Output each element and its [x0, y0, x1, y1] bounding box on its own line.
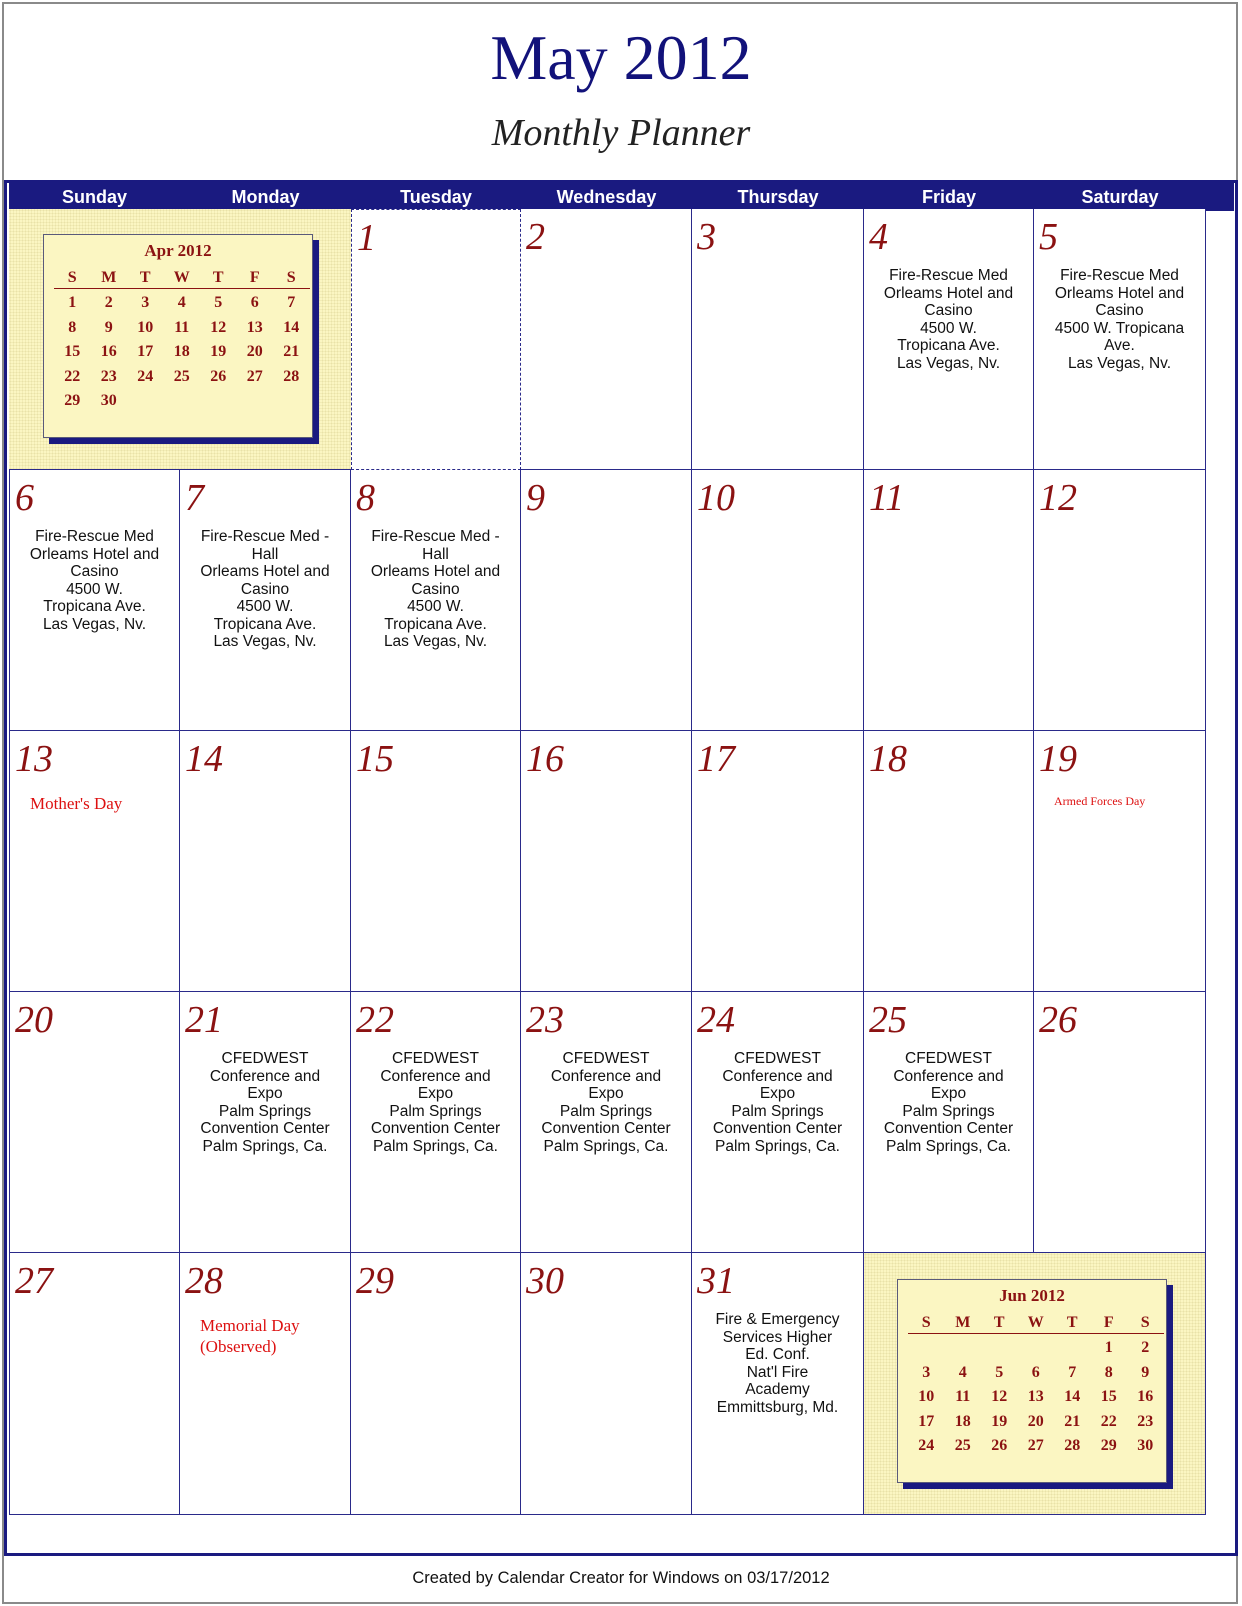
day-cell-7[interactable]: [180, 470, 351, 731]
mini-calendar-title: Apr 2012: [144, 241, 212, 260]
event-line: Las Vegas, Nv.: [383, 633, 488, 650]
day-cell-31[interactable]: [692, 1253, 864, 1515]
event-line: CFEDWEST: [562, 1050, 650, 1067]
day-cell-1[interactable]: [351, 209, 521, 470]
day-number: 4: [869, 216, 888, 258]
mini-date[interactable]: 24: [918, 1437, 935, 1454]
mini-date: [200, 390, 237, 415]
event-line: Las Vegas, Nv.: [213, 633, 317, 650]
mini-date[interactable]: 19: [991, 1412, 1008, 1430]
event-text[interactable]: [866, 267, 1031, 372]
mini-date: [945, 1337, 982, 1362]
event-line: CFEDWEST: [392, 1050, 479, 1067]
event-line: Palm Springs: [389, 1102, 482, 1120]
day-number: 6: [15, 477, 34, 519]
mini-date: [164, 390, 201, 415]
mini-date[interactable]: 1: [68, 294, 77, 311]
day-cell-12[interactable]: [1034, 470, 1206, 731]
event-line: Casino: [70, 563, 119, 580]
mini-weekday-label: S: [67, 269, 77, 286]
mini-date[interactable]: 12: [991, 1388, 1008, 1405]
event-line: Expo: [417, 1085, 454, 1102]
mini-weekday-label: F: [1103, 1314, 1114, 1331]
day-number: 17: [697, 738, 735, 780]
day-number: 5: [1039, 216, 1058, 258]
mini-date: [908, 1337, 945, 1362]
weekday-tuesday: Tuesday: [400, 187, 472, 207]
event-line: Las Vegas, Nv.: [1067, 354, 1172, 372]
mini-weekday-label: W: [173, 269, 190, 286]
mini-date[interactable]: 13: [246, 318, 263, 336]
day-cell-20[interactable]: [9, 992, 180, 1253]
mini-date[interactable]: 16: [100, 343, 117, 360]
mini-weekday-label: S: [921, 1314, 931, 1331]
event-line: Orleams Hotel and: [1054, 284, 1185, 302]
mini-weekday-label: T: [993, 1314, 1005, 1331]
event-line: Orleams Hotel and: [29, 545, 160, 563]
mini-date[interactable]: 9: [1141, 1363, 1150, 1381]
event-text[interactable]: [1036, 267, 1203, 372]
event-line: Ave.: [1104, 337, 1135, 354]
day-cell-10[interactable]: [692, 470, 864, 731]
mini-date[interactable]: 27: [246, 367, 263, 385]
mini-date[interactable]: 23: [100, 367, 117, 385]
event-line: Palm Springs, Ca.: [543, 1137, 669, 1155]
mini-weekday-row: [54, 267, 310, 289]
day-number: 27: [15, 1260, 53, 1302]
mini-date[interactable]: 25: [954, 1437, 971, 1454]
event-line: Casino: [1095, 302, 1144, 319]
mini-weekday-label: T: [139, 269, 151, 286]
day-cell-4[interactable]: [864, 209, 1034, 470]
day-cell-3[interactable]: [692, 209, 864, 470]
event-line: CFEDWEST: [734, 1050, 821, 1067]
event-text[interactable]: [182, 528, 348, 651]
day-cell-9[interactable]: [521, 470, 692, 731]
day-number: 16: [526, 738, 564, 780]
event-line: Fire-Rescue Med -: [200, 528, 330, 545]
event-text[interactable]: [182, 1050, 348, 1155]
event-line: Ed. Conf.: [745, 1346, 810, 1363]
mini-date[interactable]: 15: [64, 343, 81, 360]
day-number: 10: [697, 477, 735, 519]
mini-date[interactable]: 17: [918, 1412, 935, 1430]
mini-week-row: [54, 390, 310, 415]
mini-date[interactable]: 11: [174, 318, 190, 336]
mini-date[interactable]: 21: [283, 343, 300, 360]
event-line: Nat'l Fire: [746, 1363, 809, 1381]
mini-week-row: [908, 1435, 1164, 1460]
day-number: 26: [1039, 999, 1077, 1041]
weekday-monday: Monday: [231, 187, 300, 207]
event-line: Fire-Rescue Med -: [371, 528, 500, 545]
event-line: Services Higher: [722, 1328, 833, 1346]
event-line: Palm Springs, Ca.: [202, 1137, 328, 1155]
holiday-label: [1054, 793, 1145, 809]
event-line: Convention Center: [541, 1120, 671, 1137]
event-line: Convention Center: [200, 1120, 330, 1137]
mini-date[interactable]: 2: [104, 294, 113, 311]
mini-date[interactable]: 30: [1137, 1437, 1154, 1454]
mini-date[interactable]: 14: [1064, 1388, 1081, 1405]
mini-date[interactable]: 7: [1068, 1363, 1077, 1381]
day-number: 13: [15, 738, 53, 780]
day-cell-19[interactable]: [1034, 731, 1206, 992]
footer-credit: Created by Calendar Creator for Windows on 03/17/2012: [412, 1569, 830, 1587]
mini-date[interactable]: 7: [287, 294, 296, 311]
mini-date[interactable]: 6: [1031, 1363, 1040, 1381]
mini-date[interactable]: 28: [283, 367, 300, 385]
event-line: Palm Springs, Ca.: [886, 1137, 1011, 1155]
day-cell-18[interactable]: [864, 731, 1034, 992]
event-line: Las Vegas, Nv.: [42, 615, 147, 633]
day-number: 21: [185, 999, 223, 1041]
day-cell-11[interactable]: [864, 470, 1034, 731]
day-number: 8: [356, 477, 375, 519]
day-cell-24[interactable]: [692, 992, 864, 1253]
event-text[interactable]: [694, 1311, 861, 1416]
day-cell-6[interactable]: [9, 470, 180, 731]
mini-week-row: [54, 292, 310, 317]
event-line: Orleams Hotel and: [200, 563, 330, 580]
mini-date[interactable]: 8: [1104, 1363, 1113, 1381]
day-cell-28[interactable]: [180, 1253, 351, 1515]
mini-date[interactable]: 11: [955, 1388, 971, 1405]
mini-date[interactable]: 10: [918, 1388, 935, 1405]
mini-week-row: [54, 317, 310, 342]
event-line: Academy: [745, 1381, 810, 1398]
event-text[interactable]: [353, 528, 518, 651]
day-number: 15: [356, 738, 394, 780]
weekday-thursday: Thursday: [737, 187, 819, 207]
mini-date: [273, 390, 310, 415]
next-month-mini-calendar[interactable]: [897, 1279, 1167, 1483]
event-text[interactable]: [12, 528, 177, 633]
event-text[interactable]: [694, 1050, 861, 1155]
mini-week-row: [54, 341, 310, 366]
day-number: 19: [1039, 738, 1077, 780]
event-line: Expo: [588, 1085, 624, 1102]
mini-date[interactable]: 18: [954, 1412, 971, 1430]
event-line: Emmittsburg, Md.: [716, 1398, 839, 1416]
weekday-sunday: Sunday: [61, 187, 127, 207]
day-number: 31: [697, 1260, 735, 1302]
event-line: Expo: [247, 1085, 283, 1102]
prev-month-mini-calendar[interactable]: [43, 234, 313, 438]
event-line: Palm Springs: [218, 1102, 312, 1120]
day-cell-29[interactable]: [351, 1253, 521, 1515]
weekday-wednesday: Wednesday: [556, 187, 657, 207]
day-number: 24: [697, 999, 735, 1041]
day-cell-23[interactable]: [521, 992, 692, 1253]
holiday-line: (Observed): [200, 1337, 277, 1356]
day-number: 7: [185, 477, 204, 519]
mini-weekday-label: T: [1066, 1314, 1078, 1331]
event-line: Fire-Rescue Med: [1060, 267, 1179, 284]
mini-week-row: [908, 1386, 1164, 1411]
event-line: Convention Center: [883, 1120, 1014, 1137]
day-cell-16[interactable]: [521, 731, 692, 992]
day-cell-8[interactable]: [351, 470, 521, 731]
day-cell-25[interactable]: [864, 992, 1034, 1253]
day-number: 28: [185, 1260, 223, 1302]
mini-date[interactable]: 1: [1104, 1339, 1113, 1356]
mini-calendar-grid: [908, 1312, 1164, 1460]
event-line: Fire & Emergency: [715, 1311, 840, 1328]
mini-week-row: [54, 366, 310, 391]
event-line: Fire-Rescue Med: [889, 267, 1008, 284]
mini-date[interactable]: 17: [137, 343, 154, 360]
event-line: 4500 W.: [407, 598, 464, 615]
mini-date: [981, 1337, 1018, 1362]
event-line: Convention Center: [370, 1120, 501, 1137]
event-line: Conference and: [209, 1067, 321, 1085]
event-line: 4500 W.: [66, 580, 123, 598]
day-cell-27[interactable]: [9, 1253, 180, 1515]
event-line: Conference and: [722, 1067, 833, 1085]
event-line: Palm Springs: [731, 1102, 824, 1120]
day-number: 12: [1039, 477, 1077, 519]
mini-date: [127, 390, 164, 415]
mini-date[interactable]: 2: [1141, 1339, 1150, 1356]
mini-date[interactable]: 12: [210, 318, 227, 336]
day-number: 25: [869, 999, 907, 1041]
mini-date: [1018, 1337, 1055, 1362]
day-number: 18: [869, 738, 907, 780]
mini-date[interactable]: 19: [210, 343, 227, 360]
day-number: 9: [526, 477, 545, 519]
day-number: 14: [185, 738, 223, 780]
weekday-friday: Friday: [921, 187, 977, 207]
mini-weekday-label: F: [249, 269, 260, 286]
mini-date[interactable]: 5: [214, 294, 223, 311]
mini-date[interactable]: 23: [1137, 1412, 1154, 1430]
mini-calendar-title: Jun 2012: [999, 1286, 1065, 1305]
event-text[interactable]: [523, 1050, 689, 1155]
mini-weekday-label: M: [955, 1314, 971, 1331]
event-line: CFEDWEST: [905, 1050, 992, 1067]
event-line: Tropicana Ave.: [384, 615, 487, 633]
day-cell-26[interactable]: [1034, 992, 1206, 1253]
event-line: Casino: [240, 580, 290, 598]
weekday-header: [9, 183, 1234, 211]
day-number: 22: [356, 999, 394, 1041]
mini-date[interactable]: 29: [1100, 1437, 1117, 1454]
mini-date[interactable]: 5: [995, 1363, 1004, 1381]
mini-date[interactable]: 9: [104, 318, 113, 336]
mini-date[interactable]: 20: [246, 343, 263, 360]
event-line: Casino: [411, 580, 460, 598]
mini-date[interactable]: 20: [1027, 1412, 1044, 1430]
event-line: Palm Springs, Ca.: [373, 1137, 498, 1155]
mini-weekday-row: [908, 1312, 1164, 1334]
mini-date[interactable]: 28: [1064, 1437, 1081, 1454]
mini-weekday-label: T: [212, 269, 224, 286]
event-line: Tropicana Ave.: [213, 615, 317, 633]
mini-date[interactable]: 10: [137, 318, 154, 336]
mini-date[interactable]: 3: [922, 1363, 931, 1381]
day-number: 3: [697, 216, 716, 258]
day-number: 20: [15, 999, 53, 1041]
mini-date[interactable]: 14: [283, 318, 300, 336]
event-line: Conference and: [380, 1067, 491, 1085]
mini-date[interactable]: 21: [1064, 1412, 1081, 1430]
holiday-line: Mother's Day: [30, 794, 123, 813]
day-cell-22[interactable]: [351, 992, 521, 1253]
mini-date[interactable]: 26: [210, 367, 227, 385]
event-line: Expo: [759, 1085, 796, 1102]
holiday-label: [200, 1315, 300, 1357]
event-line: CFEDWEST: [221, 1050, 309, 1067]
day-number: 30: [526, 1260, 564, 1302]
mini-calendar-grid: [54, 267, 310, 415]
event-line: Las Vegas, Nv.: [896, 354, 1001, 372]
day-cell-13[interactable]: [9, 731, 180, 992]
mini-date: [237, 390, 274, 415]
mini-date[interactable]: 25: [173, 367, 190, 385]
mini-date[interactable]: 8: [68, 318, 77, 336]
event-line: Convention Center: [712, 1120, 843, 1137]
mini-date[interactable]: 6: [250, 294, 259, 311]
mini-weekday-label: S: [1140, 1314, 1150, 1331]
weekday-saturday: Saturday: [1081, 187, 1159, 207]
event-line: Hall: [422, 545, 449, 563]
event-text[interactable]: [353, 1050, 518, 1155]
mini-date[interactable]: 30: [100, 392, 117, 409]
event-line: Conference and: [893, 1067, 1004, 1085]
mini-weekday-label: S: [286, 269, 296, 286]
event-line: Palm Springs: [559, 1102, 653, 1120]
day-cell-5[interactable]: [1034, 209, 1206, 470]
mini-week-row: [908, 1337, 1164, 1362]
mini-weekday-label: W: [1027, 1314, 1044, 1331]
mini-week-row: [908, 1411, 1164, 1436]
holiday-line: Memorial Day: [200, 1316, 300, 1335]
event-line: Conference and: [550, 1067, 662, 1085]
mini-date[interactable]: 22: [1100, 1412, 1117, 1430]
holiday-label: [30, 793, 122, 814]
day-number: 29: [356, 1260, 394, 1302]
mini-date[interactable]: 3: [141, 294, 150, 311]
event-line: Palm Springs, Ca.: [715, 1137, 840, 1155]
day-cell-15[interactable]: [351, 731, 521, 992]
day-number: 2: [526, 216, 545, 258]
mini-date[interactable]: 29: [64, 392, 81, 409]
day-number: 1: [357, 217, 376, 259]
event-line: Tropicana Ave.: [43, 598, 146, 615]
mini-date[interactable]: 15: [1100, 1388, 1117, 1405]
event-line: 4500 W.: [236, 598, 294, 615]
event-line: Orleams Hotel and: [883, 284, 1014, 302]
event-line: 4500 W.: [920, 319, 977, 337]
event-line: Palm Springs: [902, 1102, 995, 1120]
day-cell-21[interactable]: [180, 992, 351, 1253]
event-line: Hall: [251, 545, 279, 563]
mini-date[interactable]: 24: [137, 367, 154, 385]
day-cell-14[interactable]: [180, 731, 351, 992]
calendar-subtitle: Monthly Planner: [491, 112, 751, 154]
event-line: 4500 W. Tropicana: [1054, 319, 1185, 337]
day-cell-17[interactable]: [692, 731, 864, 992]
event-line: Expo: [930, 1085, 967, 1102]
mini-date[interactable]: 18: [173, 343, 190, 360]
holiday-line: Armed Forces Day: [1054, 794, 1146, 808]
mini-date[interactable]: 26: [991, 1437, 1008, 1454]
calendar-title: May 2012: [490, 22, 752, 93]
day-number: 23: [526, 999, 564, 1041]
event-line: Tropicana Ave.: [897, 337, 1000, 354]
mini-weekday-label: M: [101, 269, 117, 286]
mini-week-row: [908, 1362, 1164, 1387]
day-number: 11: [869, 477, 905, 519]
mini-date[interactable]: 13: [1027, 1388, 1044, 1405]
event-line: Orleams Hotel and: [370, 563, 501, 580]
day-cell-30[interactable]: [521, 1253, 692, 1515]
event-line: Fire-Rescue Med: [35, 528, 154, 545]
event-text[interactable]: [866, 1050, 1031, 1155]
mini-date: [1054, 1337, 1091, 1362]
day-cell-2[interactable]: [521, 209, 692, 470]
mini-date[interactable]: 22: [64, 367, 81, 385]
event-line: Casino: [924, 302, 973, 319]
mini-date[interactable]: 27: [1027, 1437, 1044, 1454]
mini-date[interactable]: 4: [958, 1363, 967, 1381]
mini-date[interactable]: 4: [177, 294, 186, 311]
mini-date[interactable]: 16: [1137, 1388, 1154, 1405]
